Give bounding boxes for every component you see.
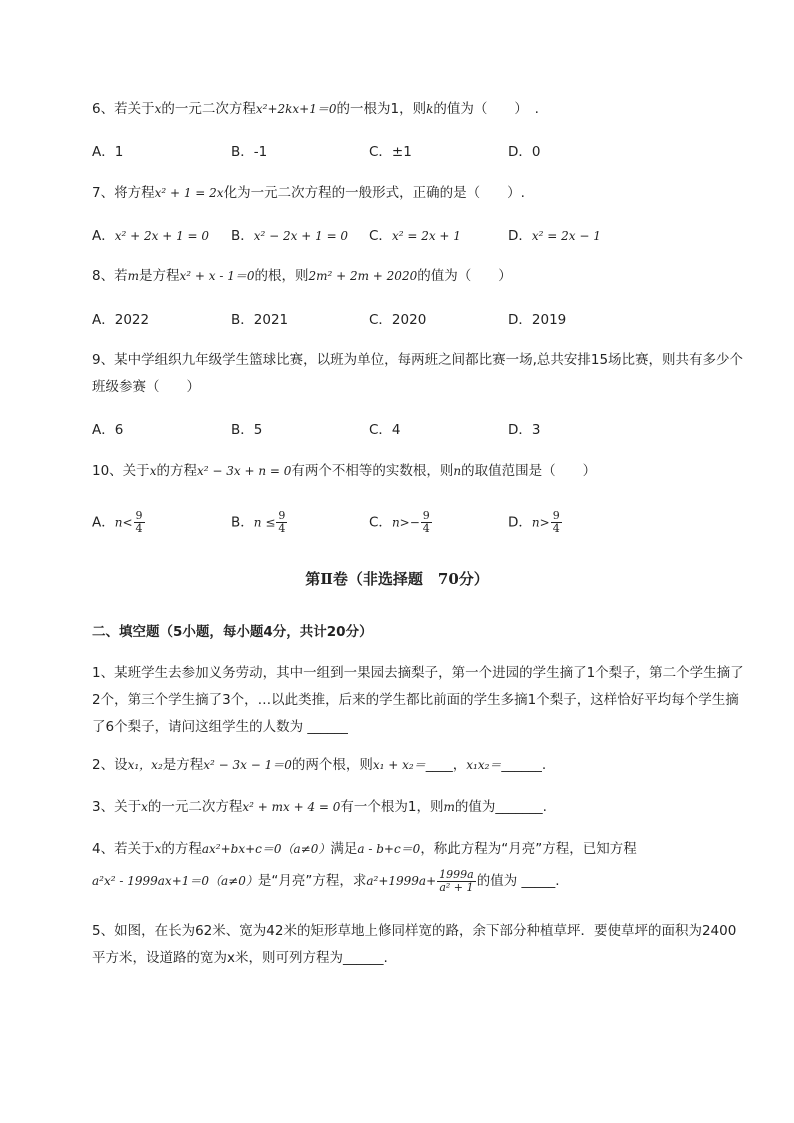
fq2-sum: x₁ + x₂＝ <box>372 758 426 772</box>
fq4-line1-tail: ，称此方程为“月亮”方程，已知方程 <box>420 841 637 857</box>
fraction-numerator: 1999a <box>439 867 474 881</box>
fq2-product: x₁x₂＝ <box>466 758 502 772</box>
fq3-mid1: 的一元二次方程 <box>147 799 243 815</box>
q9-option-d[interactable]: D．3 <box>508 422 541 438</box>
question-9: 9、某中学组织九年级学生篮球比赛，以班为单位，每两班之间都比赛一场,总共安排15场比赛，则共有多少个班级参赛（ ） <box>92 352 744 395</box>
q7-option-d-math: x² = 2x − 1 <box>531 229 601 243</box>
fq4-fraction <box>437 869 476 894</box>
fill-question-4-line-1 <box>92 839 637 859</box>
q10-option-b-rel: ≤ <box>261 515 276 530</box>
q8-option-d[interactable]: D．2019 <box>508 312 567 328</box>
fq3-prefix: 3、关于 <box>92 799 142 815</box>
question-10 <box>92 461 596 481</box>
fraction-numerator: 9 <box>422 509 430 522</box>
fq3-tail[interactable]: 的值为_______. <box>454 799 547 815</box>
q10-option-a-fraction <box>134 510 145 535</box>
q7-option-a-label: A． <box>92 228 115 244</box>
fq3-var-x: x <box>141 800 148 814</box>
q8-option-c[interactable]: C．2020 <box>369 312 427 328</box>
q10-option-c-fraction <box>421 510 432 535</box>
fraction-denominator: 4 <box>135 522 143 535</box>
fq4-mid2: 满足 <box>330 841 358 857</box>
fill-question-3 <box>92 797 547 817</box>
q10-option-b-label: B． <box>231 514 254 531</box>
q10-mid1: 的方程 <box>156 463 197 479</box>
q10-option-a[interactable] <box>92 510 146 535</box>
q6-tail: 的值为（ ） . <box>433 101 539 117</box>
q7-option-b-label: B． <box>231 228 254 244</box>
fill-question-5: 5、如图，在长为62米、宽为42米的矩形草地上修同样宽的路，余下部分种植草坪．要使草坪的面积为2400平方米，设道路的宽为x米，则可列方程为______. <box>92 923 737 966</box>
fraction-numerator: 9 <box>278 509 286 522</box>
q9-option-b[interactable]: B．5 <box>231 422 263 438</box>
q8-options <box>92 310 732 334</box>
fraction-numerator: 9 <box>552 509 560 522</box>
q8-equation: x² + x - 1＝0 <box>179 269 255 283</box>
fq2-prefix: 2、设 <box>92 757 128 773</box>
q8-var-m: m <box>127 269 139 283</box>
q10-option-a-lhs: n <box>114 515 123 530</box>
q6-options <box>92 142 732 166</box>
q9-options <box>92 420 732 444</box>
fq2-vars: x₁，x₂ <box>127 758 163 772</box>
q6-option-a[interactable]: A．1 <box>92 144 124 160</box>
q6-option-b[interactable]: B．-1 <box>231 144 268 160</box>
q10-option-c-label: C． <box>369 514 392 531</box>
question-7 <box>92 183 525 203</box>
q6-equation: x²+2kx+1＝0 <box>255 102 337 116</box>
fq4-equation-2: a²x² - 1999ax+1＝0（a≠0） <box>92 874 258 888</box>
q7-prefix: 7、将方程 <box>92 185 155 201</box>
q9-option-a[interactable]: A．6 <box>92 422 124 438</box>
q10-option-d-label: D． <box>508 514 532 531</box>
q8-expression: 2m² + 2m + 2020 <box>308 269 418 283</box>
section-title: 第Ⅱ卷（非选择题 70分） <box>305 570 489 588</box>
fq3-mid2: 有一个根为1，则 <box>340 799 444 815</box>
fill-question-4-line-2 <box>92 866 560 896</box>
q10-option-a-label: A． <box>92 514 115 531</box>
fq4-expression: a²+1999a+ <box>366 874 437 888</box>
fq3-var-m: m <box>443 800 455 814</box>
q10-var-n: n <box>453 464 462 478</box>
q7-option-c[interactable] <box>369 226 461 246</box>
q8-prefix: 8、若 <box>92 268 128 284</box>
fraction-numerator: 9 <box>135 509 143 522</box>
q6-option-d[interactable]: D．0 <box>508 144 541 160</box>
q9-option-c[interactable]: C．4 <box>369 422 401 438</box>
q10-prefix: 10、关于 <box>92 463 150 479</box>
q10-option-a-rel: < <box>122 515 133 530</box>
q10-option-b-lhs: n <box>253 515 262 530</box>
question-6 <box>92 99 539 119</box>
q7-option-a-math: x² + 2x + 1 = 0 <box>114 229 210 243</box>
fq2-blank-1[interactable]: ____， <box>425 757 467 773</box>
q6-mid1: 的一元二次方程 <box>161 101 256 117</box>
q10-option-c-lhs: n <box>391 515 400 530</box>
fq4-var-x: x <box>154 842 162 856</box>
q7-option-d[interactable] <box>508 226 601 246</box>
q7-option-c-label: C． <box>369 228 392 244</box>
section-heading: 二、填空题（5小题，每小题4分，共计20分） <box>92 624 373 640</box>
q7-option-b-math: x² − 2x + 1 = 0 <box>253 229 349 243</box>
q6-var-x: x <box>154 102 162 116</box>
q7-option-c-math: x² = 2x + 1 <box>391 229 461 243</box>
q7-tail: 化为一元二次方程的一般形式，正确的是（ ）. <box>223 185 525 201</box>
fq3-equation: x² + mx + 4 = 0 <box>242 800 341 814</box>
question-8 <box>92 266 512 286</box>
fill-question-1: 1、某班学生去参加义务劳动，其中一组到一果园去摘梨子，第一个进园的学生摘了1个梨子，第二个学生摘了2个，第三个学生摘了3个，…以此类推，后来的学生都比前面的学生多摘1个梨子，这样恰好平均每个学生摘了6个梨子，请问这组学生的人数为 ______ <box>92 665 744 735</box>
q10-option-d[interactable] <box>508 510 563 535</box>
fq4-prefix: 4、若关于 <box>92 841 155 857</box>
fq4-line2-mid: 是“月亮”方程，求 <box>257 873 367 889</box>
fq4-line2-tail[interactable]: 的值为 _____. <box>476 873 560 889</box>
q7-option-b[interactable] <box>231 226 348 246</box>
fill-question-2 <box>92 755 546 775</box>
q8-tail: 的值为（ ） <box>417 268 512 284</box>
q10-equation: x² − 3x + n = 0 <box>196 464 292 478</box>
fq4-equation-1: ax²+bx+c＝0（a≠0） <box>201 842 331 856</box>
q7-equation: x² + 1 = 2x <box>154 186 224 200</box>
q6-prefix: 6、若关于 <box>92 101 155 117</box>
q8-option-a[interactable]: A．2022 <box>92 312 150 328</box>
q8-mid2: 的根，则 <box>254 268 309 284</box>
fq2-mid2: 的两个根，则 <box>291 757 373 773</box>
q10-option-d-rel: > <box>539 515 550 530</box>
q10-tail: 的取值范围是（ ） <box>461 463 597 479</box>
q7-options <box>92 226 732 250</box>
q6-mid2: 的一根为1，则 <box>336 101 427 117</box>
fraction-denominator: 4 <box>278 522 286 535</box>
q10-option-d-lhs: n <box>531 515 540 530</box>
q10-option-d-fraction <box>551 510 562 535</box>
q7-option-a[interactable] <box>92 226 209 246</box>
q8-option-b[interactable]: B．2021 <box>231 312 289 328</box>
q10-options <box>92 508 732 540</box>
fraction-denominator: a² + 1 <box>439 880 474 894</box>
q8-mid1: 是方程 <box>138 268 180 284</box>
q10-mid2: 有两个不相等的实数根，则 <box>291 463 454 479</box>
fraction-denominator: 4 <box>422 522 430 535</box>
q10-option-c-rel: >− <box>399 515 420 530</box>
fq2-blank-2[interactable]: ______. <box>501 757 547 773</box>
q6-var-k: k <box>426 102 434 116</box>
q10-var-x: x <box>149 464 157 478</box>
fq4-mid: 的方程 <box>161 841 202 857</box>
fraction-denominator: 4 <box>552 522 560 535</box>
q7-option-d-label: D． <box>508 228 532 244</box>
fq2-equation: x² − 3x − 1＝0 <box>203 758 292 772</box>
q10-option-b-fraction <box>276 510 287 535</box>
fq4-condition: a - b+c＝0 <box>357 842 421 856</box>
q10-option-c[interactable] <box>369 510 433 535</box>
q10-option-b[interactable] <box>231 510 288 535</box>
fq2-mid1: 是方程 <box>162 757 204 773</box>
q6-option-c[interactable]: C．±1 <box>369 144 412 160</box>
